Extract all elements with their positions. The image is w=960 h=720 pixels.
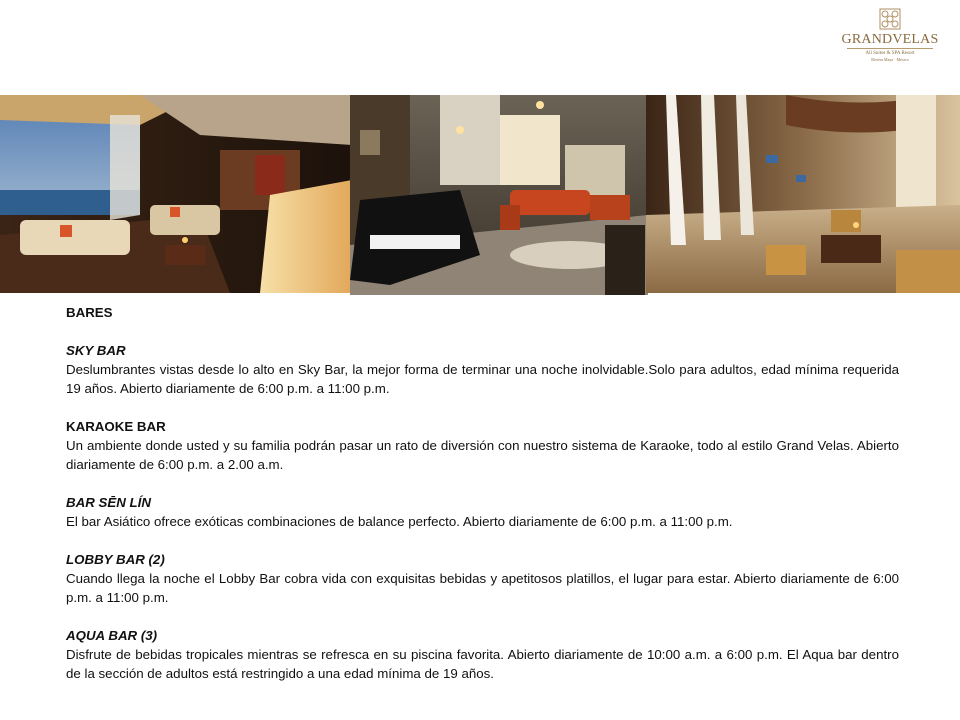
bars-description — [66, 303, 899, 683]
section-body-sky-bar: Deslumbrantes vistas desde lo alto en Sky Bar, la mejor forma de terminar una noche inolvidable.Solo para adultos, edad mínima requerida 19 años. Abierto diariamente de 6:00 p.m. a 11:00 p.m. — [66, 362, 899, 396]
section-heading-bar-sen-lin: BAR SĒN LÍN — [66, 495, 151, 510]
logo-emblem-icon — [879, 8, 901, 30]
karaoke-bar-photo — [350, 95, 648, 295]
logo-location: Riviera Maya · México — [871, 57, 909, 62]
logo-divider — [847, 48, 933, 49]
sky-bar-photo — [0, 95, 352, 293]
section-body-karaoke-bar: Un ambiente donde usted y su familia podrán pasar un rato de diversión con nuestro sistema de Karaoke, todo al estilo Grand Velas. Abierto diariamente de 6:00 p.m. a 2.00 a.m. — [66, 438, 899, 472]
logo-subtitle: All Suites & SPA Resort — [865, 51, 915, 56]
section-body-lobby-bar: Cuando llega la noche el Lobby Bar cobra vida con exquisitas bebidas y apetitosos platillos, el lugar para estar. Abierto diariamente de 6:00 p.m. a 11:00 p.m. — [66, 571, 899, 605]
lobby-bar-photo — [646, 95, 960, 293]
logo-name: GRANDVELAS — [841, 32, 939, 47]
section-heading-karaoke-bar: KARAOKE BAR — [66, 419, 166, 434]
section-heading-sky-bar: SKY BAR — [66, 343, 126, 358]
page-title: BARES — [66, 305, 113, 320]
grand-velas-logo — [840, 8, 940, 70]
section-body-aqua-bar: Disfrute de bebidas tropicales mientras se refresca en su piscina favorita. Abierto diariamente de 10:00 a.m. a 6:00 p.m. El Aqua bar dentro de la sección de adultos está restringido a una edad mínima de 19 años. — [66, 647, 899, 681]
section-heading-aqua-bar: AQUA BAR (3) — [66, 628, 158, 643]
section-body-bar-sen-lin: El bar Asiático ofrece exóticas combinaciones de balance perfecto. Abierto diariamente de 6:00 p.m. a 11:00 p.m. — [66, 514, 733, 529]
section-heading-lobby-bar: LOBBY BAR (2) — [66, 552, 165, 567]
